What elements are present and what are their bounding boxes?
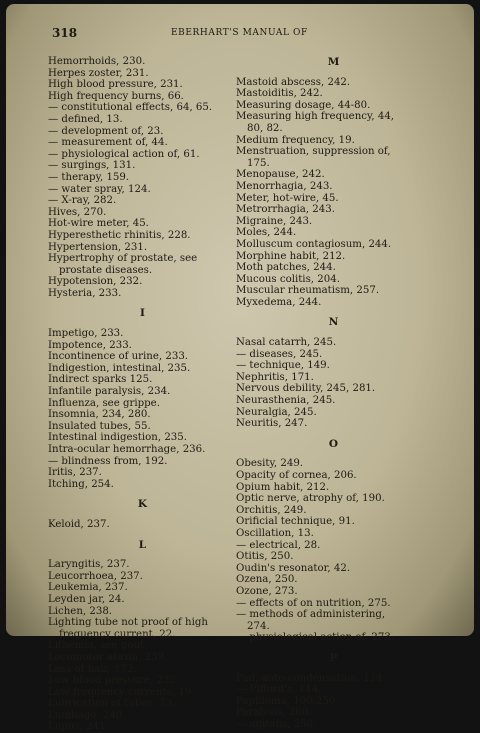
index-entry: Lupus, 241. — [48, 721, 109, 733]
index-entry: Lithemia, see gout. — [48, 640, 148, 652]
index-entry: Otitis, 250. — [236, 551, 294, 563]
index-entry: — X-ray, 282. — [48, 195, 117, 207]
index-entry: Nephritis, 171. — [236, 371, 314, 383]
index-entry: Medium frequency, 19. — [236, 134, 355, 146]
index-entry: Keloid, 237. — [48, 518, 110, 530]
index-column-left — [48, 56, 238, 733]
index-entry: Moth patches, 244. — [236, 262, 336, 274]
index-entry: Mastoid abscess, 242. — [236, 76, 351, 88]
index-entry: — development of, 23. — [48, 125, 164, 137]
index-entry: Measuring dosage, 44-80. — [236, 99, 371, 111]
index-entry: Moles, 244. — [236, 227, 297, 239]
index-entry: — physiological action of, 273. — [236, 632, 395, 644]
index-entry: — therapy, 159. — [48, 171, 130, 183]
index-entry: — measurement of, 44. — [48, 137, 168, 149]
index-entry: High frequency burns, 66. — [48, 90, 184, 102]
index-column-right — [236, 56, 432, 730]
index-entry: Pad, auto-condensation, 114. — [236, 672, 386, 684]
index-entry: Neurasthenia, 245. — [236, 395, 336, 407]
index-entry: Leucorrhoea, 237. — [48, 570, 143, 582]
index-entry: Insulated tubes, 55. — [48, 420, 151, 432]
index-entry: Ozone, 273. — [236, 585, 298, 597]
section-letter: N — [328, 316, 340, 329]
index-entry: prostate diseases. — [59, 264, 153, 276]
index-entry: — constitutional effects, 64, 65. — [48, 102, 213, 114]
index-entry: Migraine, 243. — [236, 215, 313, 227]
index-entry: Nasal catarrh, 245. — [236, 337, 337, 349]
index-entry: Locomotor ataxia, 239. — [48, 651, 168, 663]
index-entry: Muscular rheumatism, 257. — [236, 285, 380, 297]
index-entry: Iritis, 237. — [48, 467, 102, 479]
index-entry: Meter, hot-wire, 45. — [236, 192, 339, 204]
index-entry: Neuralgia, 245. — [236, 406, 317, 418]
index-entry: Leyden jar, 24. — [48, 593, 125, 605]
section-letter: I — [140, 307, 146, 320]
index-entry: Low blood pressure, 232. — [48, 675, 180, 687]
index-entry: Hypertension, 231. — [48, 241, 148, 253]
index-entry: Mastoiditis, 242. — [236, 88, 323, 100]
index-entry: — surgings, 131. — [48, 160, 136, 172]
running-title: EBERHART'S MANUAL OF — [171, 28, 308, 38]
index-entry: Mucous colitis, 204. — [236, 273, 340, 285]
index-entry: Intra-ocular hemorrhage, 236. — [48, 444, 206, 455]
index-entry: frequency current, 22. — [59, 628, 176, 640]
index-entry: — technique, 149. — [236, 360, 330, 372]
index-entry: Loss of hair, 172. — [48, 663, 137, 675]
section-letter: L — [138, 538, 148, 551]
index-entry: Indirect sparks 125. — [48, 374, 153, 386]
index-entry: Menorrhagia, 243. — [236, 180, 333, 192]
index-entry: 175. — [247, 157, 270, 169]
index-entry: Opacity of cornea, 206. — [236, 470, 357, 481]
index-entry: Leukemia, 237. — [48, 582, 128, 594]
index-entry: High blood pressure, 231. — [48, 79, 183, 91]
index-entry: Hot-wire meter, 45. — [48, 218, 149, 230]
index-entry: — electrical, 28. — [236, 539, 321, 551]
index-entry: Hives, 270. — [48, 206, 107, 218]
index-entry: Paralysis, 260. — [236, 707, 312, 719]
index-entry: Impotence, 233. — [48, 339, 132, 351]
index-entry: — physiological action of, 61. — [48, 148, 200, 160]
index-entry: Incontinence of urine, 233. — [48, 351, 189, 363]
index-entry: Indigestion, intestinal, 235. — [48, 362, 191, 374]
index-entry: Papilloma, 100-250. — [236, 695, 339, 707]
index-entry: 80, 82. — [247, 122, 283, 134]
index-entry: Nervous debility, 245, 281. — [236, 383, 376, 395]
index-entry: Hemorrhoids, 230. — [48, 56, 146, 67]
index-entry: Influenza, see grippe. — [48, 397, 160, 409]
section-letter: M — [327, 56, 341, 68]
index-entry: Hypertrophy of prostate, see — [48, 253, 198, 265]
index-entry: Itching, 254. — [48, 478, 114, 490]
index-entry: Hypotension, 232. — [48, 276, 143, 288]
index-entry: Lighting tube not proof of high — [48, 617, 208, 629]
index-entry: Herpes zoster, 231. — [48, 67, 149, 79]
index-entry: Lumbago, 240. — [48, 709, 126, 721]
index-entry: Lichen, 238. — [48, 605, 113, 617]
index-entry: Infantile paralysis, 234. — [48, 386, 171, 398]
index-entry: — blindness from, 192. — [48, 455, 168, 467]
page-number: 318 — [52, 26, 78, 40]
index-entry: Measuring high frequency, 44, — [236, 111, 395, 123]
index-entry: Insomnia, 234, 280. — [48, 409, 151, 421]
index-entry: Metrorrhagia, 243. — [236, 204, 335, 216]
index-entry: — defined, 13. — [48, 113, 123, 125]
index-entry: — water spray, 124. — [48, 183, 151, 195]
index-entry: Myxedema, 244. — [236, 296, 322, 308]
index-entry: Ozena, 250. — [236, 574, 298, 586]
page-header — [6, 26, 474, 42]
index-entry: Menstruation, suppression of, — [236, 146, 391, 158]
index-entry: Menopause, 242. — [236, 169, 325, 181]
section-letter: O — [328, 437, 340, 450]
book-page — [6, 4, 474, 733]
index-entry: Orificial technique, 91. — [236, 516, 355, 528]
index-entry: Hyperesthetic rhinitis, 228. — [48, 229, 191, 241]
index-entry: Neuritis, 247. — [236, 418, 308, 430]
index-entry: — agitans, 250. — [236, 718, 317, 730]
index-entry: Impetigo, 233. — [48, 328, 124, 340]
index-entry: — Pifford's, 114. — [236, 684, 322, 696]
index-entry: Oudin's resonator, 42. — [236, 562, 351, 574]
index-entry: Lubrication of tubes, 73. — [48, 698, 176, 710]
index-entry: Hysteria, 233. — [48, 287, 122, 299]
index-entry: Laryngitis, 237. — [48, 559, 130, 571]
index-entry: Intestinal indigestion, 235. — [48, 432, 188, 444]
index-entry: Obesity, 249. — [236, 458, 304, 470]
index-entry: 274. — [247, 620, 270, 632]
index-entry: Low frequency currents, 19. — [48, 686, 195, 698]
index-entry: Orchitis, 249. — [236, 504, 307, 516]
index-entry: Opium habit, 212. — [236, 481, 330, 493]
section-letter: K — [137, 498, 149, 511]
index-entry: — diseases, 245. — [236, 348, 323, 360]
index-entry: Oscillation, 13. — [236, 527, 314, 539]
index-entry: Morphine habit, 212. — [236, 250, 346, 262]
index-entry: — effects of on nutrition, 275. — [236, 597, 391, 609]
index-entry: — methods of administering, — [236, 609, 386, 621]
section-letter: P — [329, 651, 339, 664]
index-entry: Optic nerve, atrophy of, 190. — [236, 493, 385, 505]
index-entry: Molluscum contagiosum, 244. — [236, 238, 392, 250]
